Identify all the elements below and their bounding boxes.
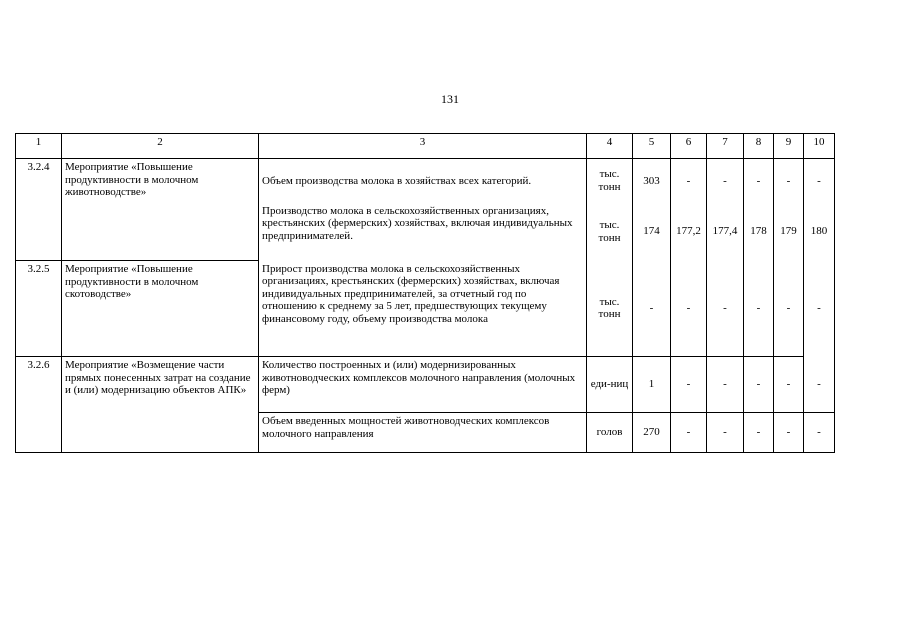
header-col-7: 7: [707, 134, 744, 159]
value-col-10: -: [804, 413, 835, 453]
header-col-10: 10: [804, 134, 835, 159]
value-col-5: 1: [633, 357, 671, 413]
value-col-7: -: [707, 357, 744, 413]
indicator-unit: тыс. тонн: [587, 261, 633, 357]
value-col-6: -: [671, 357, 707, 413]
indicator-text: Количество построенных и (или) модернизированных животноводческих комплексов молочного направления (молочных ферм): [259, 357, 587, 413]
table-row: [16, 159, 835, 203]
table-row: [16, 357, 835, 413]
indicator-unit: тыс. тонн: [587, 159, 633, 203]
value-col-7: -: [707, 413, 744, 453]
value-col-5: -: [633, 261, 671, 357]
value-col-5: 303: [633, 159, 671, 203]
indicator-text: Производство молока в сельскохозяйственных организациях, крестьянских (фермерских) хозяйствах, включая индивидуальных предпринимателей.: [259, 203, 587, 261]
header-col-5: 5: [633, 134, 671, 159]
page-number: 131: [441, 92, 459, 106]
value-col-6: -: [671, 159, 707, 203]
value-col-10: -: [804, 261, 835, 357]
indicator-unit: голов: [587, 413, 633, 453]
header-col-4: 4: [587, 134, 633, 159]
indicator-text: Прирост производства молока в сельскохозяйственных организациях, крестьянских (фермерских) хозяйствах, включая индивидуальных предпринимателей, за отчетный год по отношению к среднему за 5 лет, предшествующих текущему финансовому году, объему производства молока: [259, 261, 587, 357]
row-code: 3.2.6: [16, 357, 62, 453]
row-measure: Мероприятие «Повышение продуктивности в молочном скотоводстве»: [62, 261, 259, 357]
header-col-8: 8: [744, 134, 774, 159]
row-measure: Мероприятие «Повышение продуктивности в молочном животноводстве»: [62, 159, 259, 261]
value-col-6: 177,2: [671, 203, 707, 261]
header-col-1: 1: [16, 134, 62, 159]
header-row: [16, 134, 835, 159]
value-col-9: -: [774, 261, 804, 357]
value-col-5: 270: [633, 413, 671, 453]
table-row: [16, 261, 835, 357]
value-col-10: -: [804, 159, 835, 203]
value-col-10: -: [804, 357, 835, 413]
header-col-6: 6: [671, 134, 707, 159]
value-col-8: -: [744, 261, 774, 357]
header-col-2: 2: [62, 134, 259, 159]
indicator-text: Объем введенных мощностей животноводческих комплексов молочного направления: [259, 413, 587, 453]
value-col-9: -: [774, 357, 804, 413]
value-col-6: -: [671, 413, 707, 453]
header-col-3: 3: [259, 134, 587, 159]
value-col-7: -: [707, 159, 744, 203]
indicators-table: [15, 133, 835, 453]
value-col-8: -: [744, 357, 774, 413]
value-col-7: 177,4: [707, 203, 744, 261]
indicator-unit: еди-ниц: [587, 357, 633, 413]
value-col-9: 179: [774, 203, 804, 261]
indicator-unit: тыс. тонн: [587, 203, 633, 261]
value-col-6: -: [671, 261, 707, 357]
value-col-10: 180: [804, 203, 835, 261]
value-col-7: -: [707, 261, 744, 357]
value-col-9: -: [774, 159, 804, 203]
indicator-text: Объем производства молока в хозяйствах всех категорий.: [259, 159, 587, 203]
value-col-5: 174: [633, 203, 671, 261]
value-col-8: -: [744, 159, 774, 203]
value-col-9: -: [774, 413, 804, 453]
value-col-8: 178: [744, 203, 774, 261]
row-measure: Мероприятие «Возмещение части прямых понесенных затрат на создание и (или) модернизацию объектов АПК»: [62, 357, 259, 453]
row-code: 3.2.5: [16, 261, 62, 357]
header-col-9: 9: [774, 134, 804, 159]
value-col-8: -: [744, 413, 774, 453]
row-code: 3.2.4: [16, 159, 62, 261]
